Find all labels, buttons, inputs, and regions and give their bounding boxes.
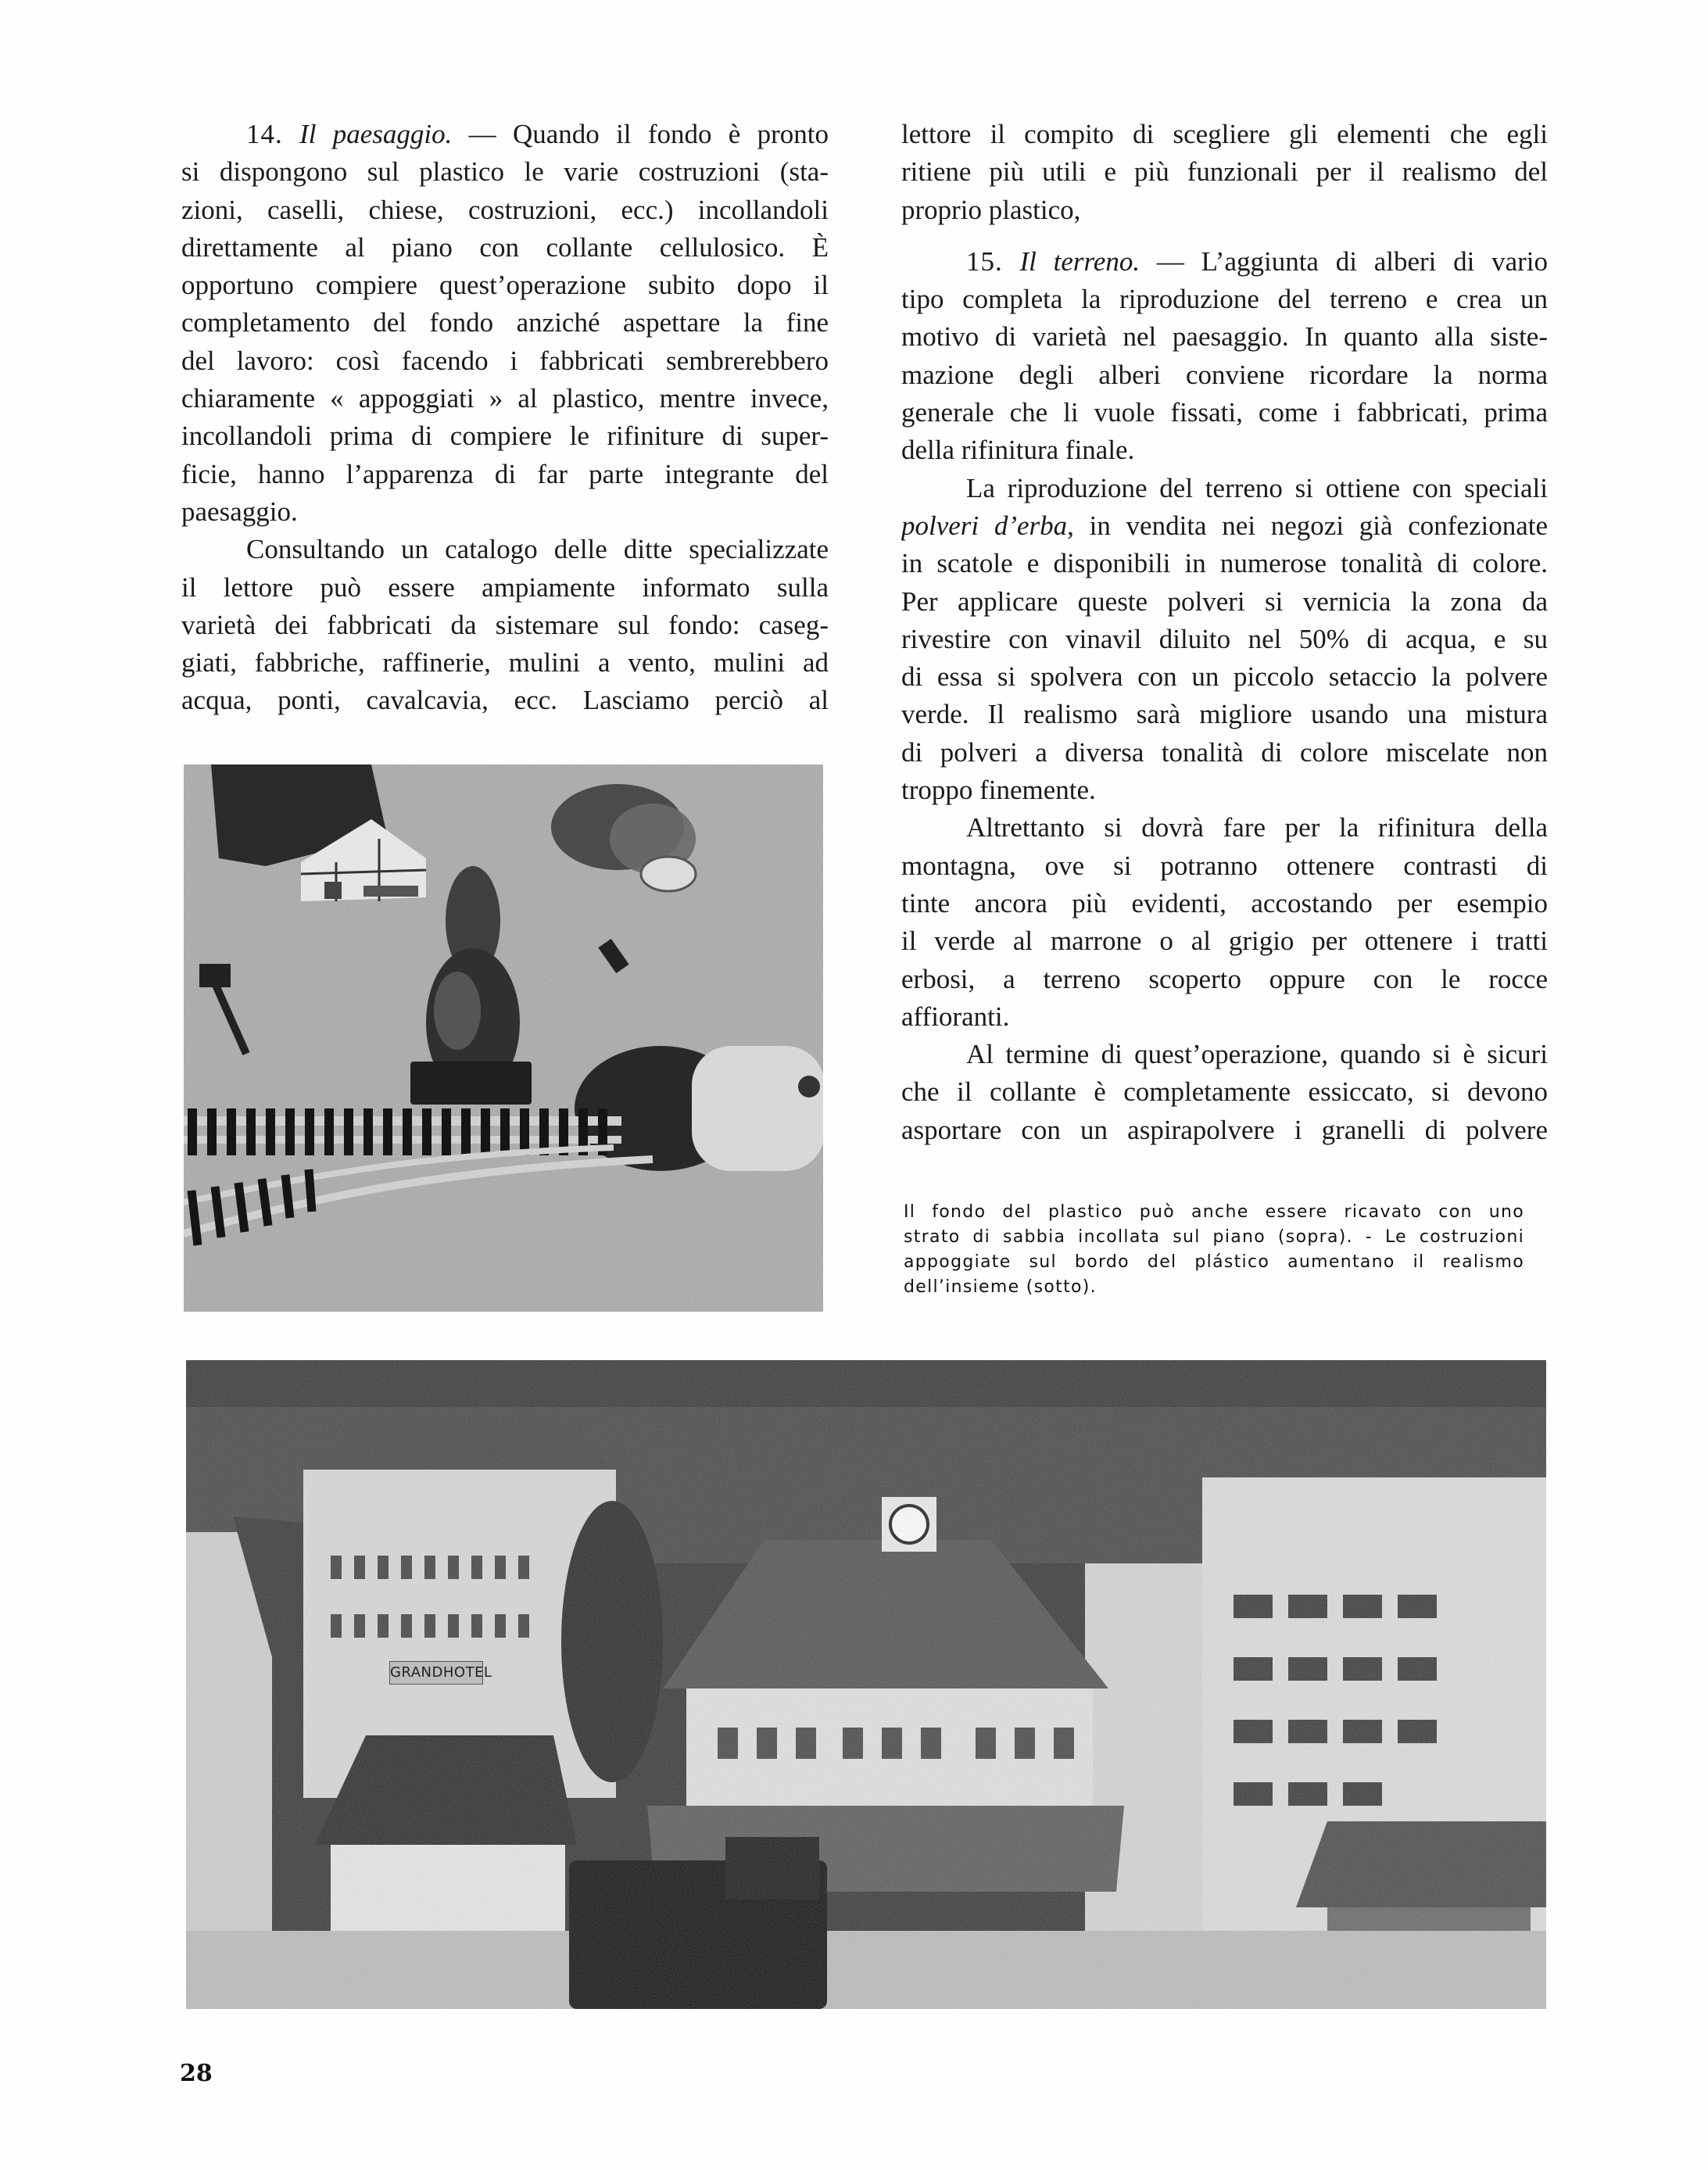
text-line: proprio plastico, <box>901 194 1081 225</box>
text-line: varietà dei fabbricati da sistemare sul fondo: caseg- <box>181 609 829 640</box>
diesel-locomotive <box>692 1046 823 1171</box>
text-run: , in vendita nei negozi già confezionate <box>1067 510 1548 541</box>
text-line: generale che li vuole fissati, come i fabbricati, prima <box>901 397 1548 428</box>
text-line: di essa si spolvera con un piccolo setaccio la polvere <box>901 661 1548 693</box>
text-line: chiaramente « appoggiati » al plastico, mentre invece, <box>181 383 829 414</box>
text-line: tipo completa la riproduzione del terreno e crea un <box>901 284 1548 315</box>
text-line: del lavoro: così facendo i fabbricati sembrerebbero <box>181 345 829 376</box>
text-line: affioranti. <box>901 1001 1010 1032</box>
text-line: mazione degli alberi conviene ricordare la norma <box>901 359 1548 390</box>
text-line: Al termine di quest’operazione, quando si è sicuri <box>966 1039 1548 1070</box>
tender-wagon <box>410 1062 532 1105</box>
text-line-with-italic <box>901 507 1548 545</box>
section-14-heading-line <box>181 116 829 153</box>
text-line: asportare con un aspirapolvere i granelli di polvere <box>901 1114 1548 1145</box>
text-line: in scatole e disponibili in numerose tonalità di colore. <box>901 548 1548 579</box>
right-column <box>901 116 1548 1149</box>
text-line: erbosi, a terreno scoperto oppure con le rocce <box>901 963 1548 994</box>
text-line: completamento del fondo anziché aspettare la fine <box>181 307 829 338</box>
photo-bottom-illustration <box>186 1360 1546 2009</box>
italic-term: polveri d’erba <box>901 510 1068 541</box>
text-line: rivestire con vinavil diluito nel 50% di acqua, e su <box>901 623 1548 654</box>
text-line: incollandoli prima di compiere le rifiniture di super- <box>181 421 829 452</box>
text-line: opportuno compiere quest’operazione subito dopo il <box>181 270 829 301</box>
text-line: tinte ancora più evidenti, accostando per esempio <box>901 887 1548 918</box>
text-line: motivo di varietà nel paesaggio. In quanto alla siste- <box>901 321 1548 353</box>
text-line: zioni, caselli, chiese, costruzioni, ecc.) incollandoli <box>181 194 829 225</box>
text-line: troppo finemente. <box>901 775 1096 806</box>
caption-line: dell’insieme (sotto). <box>904 1277 1097 1297</box>
text-line: Altrettanto si dovrà fare per la rifinitura della <box>966 812 1548 843</box>
text-line: ficie, hanno l’apparenza di far parte integrante del <box>181 458 829 489</box>
text-run: — L’aggiunta di alberi di vario <box>1140 245 1548 277</box>
page-number: 28 <box>180 2060 213 2087</box>
text-line: il lettore può essere ampiamente informato sulla <box>181 571 829 603</box>
caption-line: Il fondo del plastico può anche essere ricavato con uno <box>904 1202 1524 1222</box>
grandhotel-sign: GRANDHOTEL <box>389 1661 483 1685</box>
section-title: Il terreno. <box>1019 245 1140 277</box>
text-line: lettore il compito di scegliere gli elementi che egli <box>901 119 1548 149</box>
text-line: Per applicare queste polveri si vernicia la zona da <box>901 585 1548 617</box>
text-line: verde. Il realismo sarà migliore usando una mistura <box>901 699 1548 730</box>
text-line: acqua, ponti, cavalcavia, ecc. Lasciamo perciò al <box>181 685 829 716</box>
section-number: 14. <box>246 119 283 149</box>
photo-top-illustration <box>184 765 823 1312</box>
section-15-heading-line <box>901 243 1548 281</box>
text-line: che il collante è completamente essiccato, si devono <box>901 1076 1548 1108</box>
text-line: Consultando un catalogo delle ditte specializzate <box>246 534 829 565</box>
photo-model-station <box>186 1360 1546 2009</box>
text-line: paesaggio. <box>181 496 298 527</box>
text-line: direttamente al piano con collante cellulosico. È <box>181 231 829 263</box>
section-title: Il paesaggio. <box>299 119 453 149</box>
caption-line: strato di sabbia incollata sul piano (sopra). - Le costruzioni <box>904 1227 1524 1247</box>
text-line: ritiene più utili e più funzionali per il realismo del <box>901 156 1548 188</box>
text-line: montagna, ove si potranno ottenere contrasti di <box>901 850 1548 881</box>
text-line: di polveri a diversa tonalità di colore miscelate non <box>901 736 1548 768</box>
text-run: — Quando il fondo è pronto <box>452 119 829 149</box>
text-line: La riproduzione del terreno si ottiene con speciali <box>966 472 1548 503</box>
photo-model-landscape <box>184 765 823 1312</box>
caption-line: appoggiate sul bordo del plástico aumentano il realismo <box>904 1252 1524 1272</box>
left-column <box>181 116 829 720</box>
text-line: della rifinitura finale. <box>901 435 1135 466</box>
figure-caption <box>904 1200 1524 1300</box>
section-number: 15. <box>966 245 1003 277</box>
text-line: si dispongono sul plastico le varie costruzioni (sta- <box>181 156 829 188</box>
text-line: giati, fabbriche, raffinerie, mulini a vento, mulini ad <box>181 647 829 679</box>
text-line: il verde al marrone o al grigio per ottenere i tratti <box>901 926 1548 957</box>
